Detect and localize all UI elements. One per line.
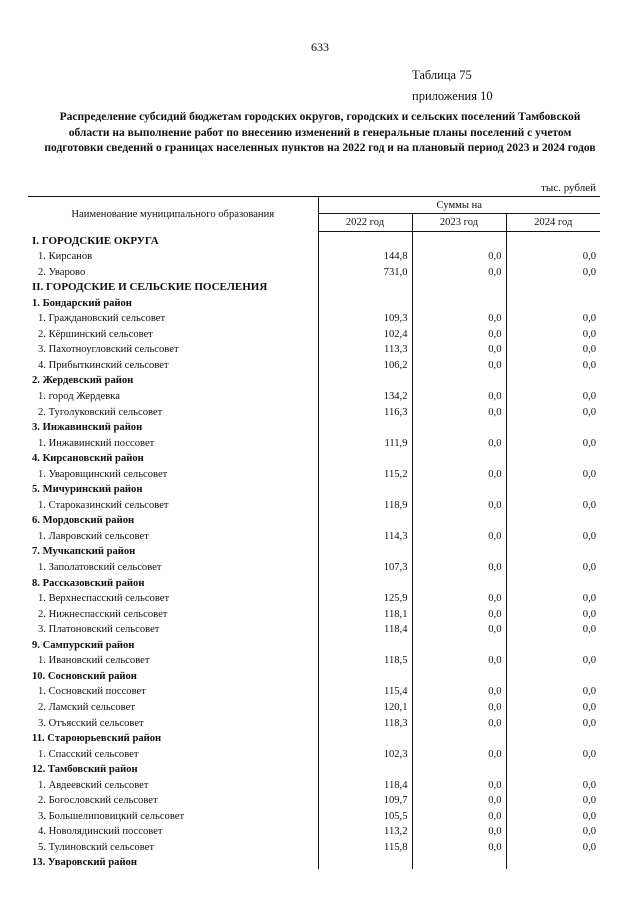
amount-2022: 115,8: [318, 838, 412, 854]
amount-2023: [412, 761, 506, 777]
amount-2024: [506, 730, 600, 746]
amount-2024: 0,0: [506, 792, 600, 808]
amount-2022: 115,2: [318, 465, 412, 481]
table-row: [28, 745, 600, 761]
table-row: [28, 823, 600, 839]
amount-2023: 0,0: [412, 714, 506, 730]
amount-2022: [318, 372, 412, 388]
amount-2024: 0,0: [506, 356, 600, 372]
municipality-name: 2. Уварово: [38, 266, 86, 278]
amount-2024: 0,0: [506, 434, 600, 450]
amount-2023: [412, 372, 506, 388]
amount-2023: [412, 854, 506, 870]
table-row: [28, 621, 600, 637]
subsidy-table: [28, 196, 600, 869]
municipality-name: 1. Кирсанов: [38, 251, 93, 263]
amount-2024: 0,0: [506, 263, 600, 279]
amount-2022: 125,9: [318, 590, 412, 606]
municipality-name: 2. Кёршинский сельсовет: [38, 328, 153, 340]
municipality-name: 2. Нижнеспасский сельсовет: [38, 608, 168, 620]
amount-2022: 118,5: [318, 652, 412, 668]
table-row: [28, 325, 600, 341]
amount-2022: [318, 419, 412, 435]
amount-2024: 0,0: [506, 698, 600, 714]
amount-2022: 115,4: [318, 683, 412, 699]
amount-2023: 0,0: [412, 465, 506, 481]
municipality-name: 2. Богословский сельсовет: [38, 795, 158, 807]
amount-2024: 0,0: [506, 558, 600, 574]
amount-2023: [412, 279, 506, 295]
amount-2022: 105,5: [318, 807, 412, 823]
table-row: [28, 387, 600, 403]
municipality-name: 1. Заполатовский сельсовет: [38, 562, 162, 574]
amount-2024: [506, 512, 600, 528]
district-row: [28, 730, 600, 746]
municipality-name: 1. Староказинский сельсовет: [38, 499, 169, 511]
table-row: [28, 683, 600, 699]
table-row: [28, 838, 600, 854]
amount-2024: [506, 450, 600, 466]
district-title: 9. Сампурский район: [32, 639, 135, 651]
amount-2022: 118,1: [318, 605, 412, 621]
table-row: [28, 341, 600, 357]
district-row: [28, 419, 600, 435]
district-title: 7. Мучкапский район: [32, 546, 136, 558]
amount-2022: 111,9: [318, 434, 412, 450]
amount-2022: 102,3: [318, 745, 412, 761]
amount-2023: [412, 294, 506, 310]
amount-2023: 0,0: [412, 434, 506, 450]
amount-2023: [412, 667, 506, 683]
amount-2022: [318, 667, 412, 683]
municipality-name: 3. Большелиповицкий сельсовет: [38, 810, 185, 822]
amount-2024: 0,0: [506, 683, 600, 699]
amount-2023: 0,0: [412, 527, 506, 543]
amount-2023: [412, 450, 506, 466]
table-body: [28, 232, 600, 870]
amount-2022: 118,9: [318, 496, 412, 512]
amount-2022: 109,3: [318, 310, 412, 326]
district-row: [28, 636, 600, 652]
amount-2024: [506, 232, 600, 248]
table-row: [28, 403, 600, 419]
amount-2024: [506, 574, 600, 590]
amount-2022: [318, 512, 412, 528]
district-title: 12. Тамбовский район: [32, 764, 138, 776]
amount-2024: 0,0: [506, 527, 600, 543]
table-caption: Таблица 75: [412, 68, 472, 82]
name-column-header: Наименование муниципального образования: [28, 197, 318, 232]
amount-2022: [318, 761, 412, 777]
amount-2024: 0,0: [506, 310, 600, 326]
amount-2023: 0,0: [412, 652, 506, 668]
municipality-name: 2. Туголуковский сельсовет: [38, 406, 163, 418]
district-title: 8. Рассказовский район: [32, 577, 145, 589]
amount-2023: [412, 636, 506, 652]
amount-2022: 118,4: [318, 621, 412, 637]
amount-2023: 0,0: [412, 807, 506, 823]
amount-2024: 0,0: [506, 341, 600, 357]
district-title: 2. Жердевский район: [32, 375, 134, 387]
municipality-name: 1. Сосновский поссовет: [38, 686, 146, 698]
amount-2022: [318, 232, 412, 248]
page-number: 633: [311, 40, 329, 54]
amount-2024: 0,0: [506, 776, 600, 792]
amount-2024: 0,0: [506, 621, 600, 637]
amount-2022: 109,7: [318, 792, 412, 808]
year-2024-header: 2024 год: [506, 214, 600, 232]
amount-2023: 0,0: [412, 605, 506, 621]
table-row: [28, 807, 600, 823]
amount-2023: 0,0: [412, 325, 506, 341]
year-2022-header: 2022 год: [318, 214, 412, 232]
district-row: [28, 481, 600, 497]
amount-2022: 114,3: [318, 527, 412, 543]
table-row: [28, 465, 600, 481]
amount-2024: [506, 667, 600, 683]
amount-2024: 0,0: [506, 807, 600, 823]
table-row: [28, 248, 600, 264]
table-row: [28, 310, 600, 326]
municipality-name: 1. Авдеевский сельсовет: [38, 779, 149, 791]
amount-2023: [412, 543, 506, 559]
table-row: [28, 263, 600, 279]
section-title: I. ГОРОДСКИЕ ОКРУГА: [32, 234, 159, 247]
amount-2023: 0,0: [412, 792, 506, 808]
amount-2023: 0,0: [412, 558, 506, 574]
amount-2022: [318, 450, 412, 466]
amount-2022: 107,3: [318, 558, 412, 574]
amount-2022: 120,1: [318, 698, 412, 714]
amount-2023: 0,0: [412, 403, 506, 419]
municipality-name: 4. Прибыткинский сельсовет: [38, 359, 169, 371]
amount-2024: [506, 543, 600, 559]
amount-2023: 0,0: [412, 356, 506, 372]
sums-header: Суммы на: [318, 197, 600, 214]
amount-2022: 116,3: [318, 403, 412, 419]
amount-2022: [318, 279, 412, 295]
amount-2023: 0,0: [412, 698, 506, 714]
amount-2024: 0,0: [506, 248, 600, 264]
district-title: 3. Инжавинский район: [32, 422, 143, 434]
table-header: [28, 197, 600, 232]
amount-2023: [412, 232, 506, 248]
table-row: [28, 434, 600, 450]
municipality-name: 1. Инжавинский поссовет: [38, 437, 155, 449]
annex-caption: приложения 10: [412, 89, 493, 103]
amount-2024: [506, 372, 600, 388]
district-row: [28, 512, 600, 528]
amount-2022: 113,3: [318, 341, 412, 357]
amount-2022: 118,3: [318, 714, 412, 730]
amount-2023: 0,0: [412, 745, 506, 761]
district-title: 1. Бондарский район: [32, 297, 132, 309]
amount-2024: 0,0: [506, 652, 600, 668]
amount-2024: 0,0: [506, 325, 600, 341]
municipality-name: 1. город Жердевка: [38, 391, 120, 403]
amount-2023: 0,0: [412, 838, 506, 854]
table-row: [28, 527, 600, 543]
amount-2023: 0,0: [412, 823, 506, 839]
district-title: 11. Староюрьевский район: [32, 733, 162, 745]
municipality-name: 3. Пахотноугловский сельсовет: [38, 344, 179, 356]
amount-2024: [506, 636, 600, 652]
municipality-name: 5. Тулиновский сельсовет: [38, 841, 154, 853]
district-title: 5. Мичуринский район: [32, 484, 143, 496]
amount-2023: [412, 419, 506, 435]
amount-2024: 0,0: [506, 745, 600, 761]
amount-2022: 106,2: [318, 356, 412, 372]
municipality-name: 1. Спасский сельсовет: [38, 748, 139, 760]
units-label: тыс. рублей: [541, 182, 596, 194]
table-row: [28, 698, 600, 714]
table-row: [28, 590, 600, 606]
amount-2023: 0,0: [412, 496, 506, 512]
district-row: [28, 761, 600, 777]
amount-2024: 0,0: [506, 387, 600, 403]
amount-2024: [506, 279, 600, 295]
amount-2023: [412, 574, 506, 590]
amount-2022: 118,4: [318, 776, 412, 792]
year-2023-header: 2023 год: [412, 214, 506, 232]
amount-2023: 0,0: [412, 590, 506, 606]
district-row: [28, 294, 600, 310]
amount-2024: 0,0: [506, 838, 600, 854]
amount-2022: [318, 574, 412, 590]
amount-2023: 0,0: [412, 683, 506, 699]
section-title: II. ГОРОДСКИЕ И СЕЛЬСКИЕ ПОСЕЛЕНИЯ: [32, 281, 268, 294]
amount-2024: 0,0: [506, 590, 600, 606]
amount-2022: 102,4: [318, 325, 412, 341]
municipality-name: 1. Лавровский сельсовет: [38, 530, 149, 542]
municipality-name: 1. Ивановский сельсовет: [38, 655, 150, 667]
amount-2023: 0,0: [412, 387, 506, 403]
amount-2023: [412, 730, 506, 746]
district-title: 10. Сосновский район: [32, 670, 137, 682]
amount-2023: 0,0: [412, 341, 506, 357]
amount-2022: [318, 543, 412, 559]
district-row: [28, 667, 600, 683]
amount-2024: 0,0: [506, 403, 600, 419]
amount-2024: 0,0: [506, 823, 600, 839]
table-row: [28, 714, 600, 730]
municipality-name: 3. Отъясский сельсовет: [38, 717, 144, 729]
amount-2023: 0,0: [412, 310, 506, 326]
district-title: 6. Мордовский район: [32, 515, 135, 527]
district-row: [28, 574, 600, 590]
amount-2024: 0,0: [506, 605, 600, 621]
table-row: [28, 558, 600, 574]
amount-2022: 144,8: [318, 248, 412, 264]
amount-2022: [318, 636, 412, 652]
amount-2024: [506, 419, 600, 435]
table-row: [28, 792, 600, 808]
amount-2022: [318, 854, 412, 870]
district-row: [28, 854, 600, 870]
district-row: [28, 372, 600, 388]
amount-2023: 0,0: [412, 248, 506, 264]
municipality-name: 3. Платоновский сельсовет: [38, 624, 160, 636]
municipality-name: 1. Граждановский сельсовет: [38, 313, 166, 325]
amount-2024: [506, 294, 600, 310]
table-row: [28, 496, 600, 512]
amount-2023: 0,0: [412, 263, 506, 279]
amount-2024: [506, 481, 600, 497]
district-row: [28, 543, 600, 559]
amount-2022: 134,2: [318, 387, 412, 403]
amount-2024: [506, 761, 600, 777]
amount-2022: 113,2: [318, 823, 412, 839]
amount-2023: 0,0: [412, 621, 506, 637]
amount-2023: [412, 481, 506, 497]
amount-2022: 731,0: [318, 263, 412, 279]
municipality-name: 2. Ламский сельсовет: [38, 701, 135, 713]
table-row: [28, 605, 600, 621]
section-row: [28, 232, 600, 248]
amount-2022: [318, 481, 412, 497]
district-title: 4. Кирсановский район: [32, 453, 144, 465]
municipality-name: 1. Верхнеспасский сельсовет: [38, 593, 170, 605]
municipality-name: 1. Уваровщинский сельсовет: [38, 468, 168, 480]
amount-2024: 0,0: [506, 714, 600, 730]
amount-2024: 0,0: [506, 465, 600, 481]
district-row: [28, 450, 600, 466]
amount-2024: 0,0: [506, 496, 600, 512]
amount-2022: [318, 730, 412, 746]
amount-2023: 0,0: [412, 776, 506, 792]
table-row: [28, 776, 600, 792]
district-title: 13. Уваровский район: [32, 857, 137, 869]
document-title: Распределение субсидий бюджетам городских округов, городских и сельских поселений Тамбовской области на выполнение работ по внесению изменений в генеральные планы поселений с учетом подготовки сведений о границах населенных пунктов на 2022 год и на плановый период 2023 и 2024 годов: [44, 111, 596, 155]
municipality-name: 4. Новолядинский поссовет: [38, 826, 163, 838]
section-row: [28, 279, 600, 295]
amount-2024: [506, 854, 600, 870]
table-row: [28, 356, 600, 372]
table-row: [28, 652, 600, 668]
amount-2023: [412, 512, 506, 528]
amount-2022: [318, 294, 412, 310]
